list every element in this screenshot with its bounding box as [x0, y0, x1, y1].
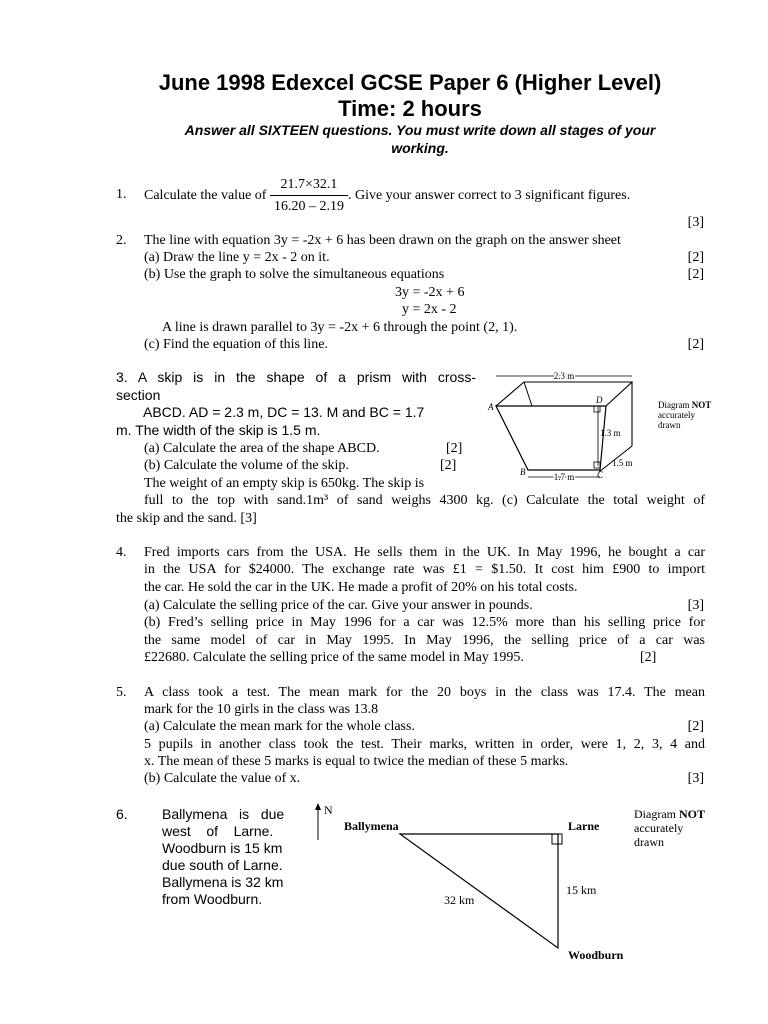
q5-part-b-marks: [3]: [687, 771, 704, 786]
q2-equation-2: y = 2x - 2: [402, 302, 457, 317]
q1-text: [144, 170, 630, 220]
top-dimension-label: 2.3 m: [553, 371, 575, 381]
instructions-line-2: working.: [391, 140, 449, 156]
q2-part-c: (c) Find the equation of this line.: [144, 337, 328, 352]
q3-line-8: full to the top with sand.1m³ of sand weighs 4300 kg. (c) Calculate the total weight of: [144, 493, 705, 508]
q2-part-c-marks: [2]: [687, 337, 704, 352]
q4-number: 4.: [116, 545, 127, 560]
q1-numerator: 21.7×32.1: [270, 176, 348, 196]
q3-part-a: (a) Calculate the area of the shape ABCD.: [144, 441, 380, 456]
q4-part-b-line-1: (b) Fred’s selling price in May 1996 for a car was 12.5% more than his selling price for: [144, 615, 705, 630]
q3-line-2: section: [116, 387, 161, 403]
q3-diagram-note-1: Diagram NOT: [658, 400, 712, 410]
q1-fraction: [270, 176, 348, 215]
q4-part-a-marks: [3]: [687, 598, 704, 613]
hypotenuse-label: 32 km: [444, 893, 475, 907]
instructions-line-1: Answer all SIXTEEN questions. You must write down all stages of your: [184, 122, 656, 138]
q3-line-3: ABCD. AD = 2.3 m, DC = 13. M and BC = 1.7: [143, 404, 425, 420]
page-title: June 1998 Edexcel GCSE Paper 6 (Higher Level): [158, 70, 662, 95]
q5-part-a: (a) Calculate the mean mark for the whole class.: [144, 719, 415, 734]
q1-suffix: . Give your answer correct to 3 significant figures.: [347, 187, 631, 203]
q3-part-a-marks: [2]: [446, 441, 463, 456]
skip-front-face: [496, 406, 606, 470]
north-arrow-icon: [315, 803, 321, 810]
skip-diagram: [484, 366, 716, 484]
q3-line-4: m. The width of the skip is 1.5 m.: [116, 422, 321, 438]
skip-top-edges: [496, 382, 632, 406]
vertex-a-label: A: [488, 402, 494, 412]
q3-line-9: the skip and the sand. [3]: [116, 511, 257, 526]
right-angle-marker: [552, 834, 562, 844]
q5-part-a-marks: [2]: [687, 719, 704, 734]
q6-line-1: Ballymena is due: [162, 806, 285, 822]
time-allowed: Time: 2 hours: [338, 96, 482, 121]
q4-line-3: the car. He sold the car in the UK. He made a profit of 20% on his total costs.: [144, 580, 578, 595]
q2-number: 2.: [116, 233, 127, 248]
q2-parallel-line: A line is drawn parallel to 3y = -2x + 6 through the point (2, 1).: [162, 320, 518, 335]
q3-part-b: (b) Calculate the volume of the skip.: [144, 458, 349, 473]
q6-line-6: from Woodburn.: [162, 891, 263, 907]
q6-diagram-note-2: accurately: [634, 821, 684, 835]
vertex-c-label: C: [597, 470, 604, 480]
q4-part-a: (a) Calculate the selling price of the car. Give your answer in pounds.: [144, 598, 533, 613]
triangle-shape: [400, 834, 558, 948]
q2-equation-1: 3y = -2x + 6: [395, 285, 465, 300]
q3-line-1: 3. A skip is in the shape of a prism with cross-: [116, 369, 476, 385]
q5-line-5: x. The mean of these 5 marks is equal to twice the median of these 5 marks.: [144, 754, 569, 769]
q6-diagram-note-1: Diagram NOT: [634, 807, 705, 821]
ballymena-label: Ballymena: [344, 819, 399, 833]
vertex-d-label: D: [596, 395, 603, 405]
q2-intro: The line with equation 3y = -2x + 6 has been drawn on the graph on the answer sheet: [144, 233, 621, 248]
q4-line-1: Fred imports cars from the USA. He sells them in the UK. In May 1996, he bought a car: [144, 545, 705, 560]
triangle-diagram: [310, 800, 720, 970]
q5-number: 5.: [116, 685, 127, 700]
q1-prefix: Calculate the value of: [144, 187, 267, 203]
q6-line-5: Ballymena is 32 km: [162, 874, 284, 890]
q3-line-7: The weight of an empty skip is 650kg. The skip is: [144, 476, 425, 491]
q3-diagram-note-3: drawn: [658, 420, 681, 430]
right-angle-bottom: [594, 462, 600, 468]
q2-part-b-marks: [2]: [687, 267, 704, 282]
right-angle-top: [594, 406, 600, 412]
q2-part-a: (a) Draw the line y = 2x - 2 on it.: [144, 250, 330, 265]
q5-line-2: mark for the 10 girls in the class was 13.8: [144, 702, 379, 717]
larne-label: Larne: [568, 819, 600, 833]
height-label: 1.3 m: [600, 428, 621, 438]
q5-part-b: (b) Calculate the value of x.: [144, 771, 301, 786]
q4-line-2: in the USA for $24000. The exchange rate was £1 = $1.50. It cost him £900 to import: [144, 562, 705, 577]
q6-diagram-note-3: drawn: [634, 835, 664, 849]
q1-number: 1.: [116, 187, 127, 202]
skip-inner-edge: [524, 382, 532, 406]
q3-diagram-note-2: accurately: [658, 410, 695, 420]
q2-part-a-marks: [2]: [687, 250, 704, 265]
width-label: 1.5 m: [612, 458, 633, 468]
q2-part-b: (b) Use the graph to solve the simultaneous equations: [144, 267, 445, 282]
woodburn-label: Woodburn: [568, 948, 624, 962]
vertex-b-label: B: [520, 467, 526, 477]
q4-part-b-line-3: £22680. Calculate the selling price of the same model in May 1995.: [144, 650, 524, 665]
q4-part-b-line-2: the same model of car in May 1995. In May 1996, the selling price of a car was: [144, 633, 705, 648]
q6-line-3: Woodburn is 15 km: [162, 840, 283, 856]
q5-line-4: 5 pupils in another class took the test. Their marks, written in order, were 1, 2, 3, 4 and: [144, 737, 705, 752]
q1-denominator: 16.20 – 2.19: [273, 198, 344, 214]
north-label: N: [324, 803, 333, 817]
q1-marks: [3]: [687, 215, 704, 230]
q4-part-b-marks: [2]: [640, 650, 657, 665]
q6-number: 6.: [116, 806, 128, 822]
q6-line-4: due south of Larne.: [162, 857, 283, 873]
q3-part-b-marks: [2]: [440, 458, 457, 473]
q6-line-2: west of Larne.: [162, 823, 274, 839]
q5-line-1: A class took a test. The mean mark for the 20 boys in the class was 17.4. The mean: [144, 685, 705, 700]
bottom-dimension-label: 1.7 m: [553, 472, 575, 482]
side-label: 15 km: [566, 883, 597, 897]
